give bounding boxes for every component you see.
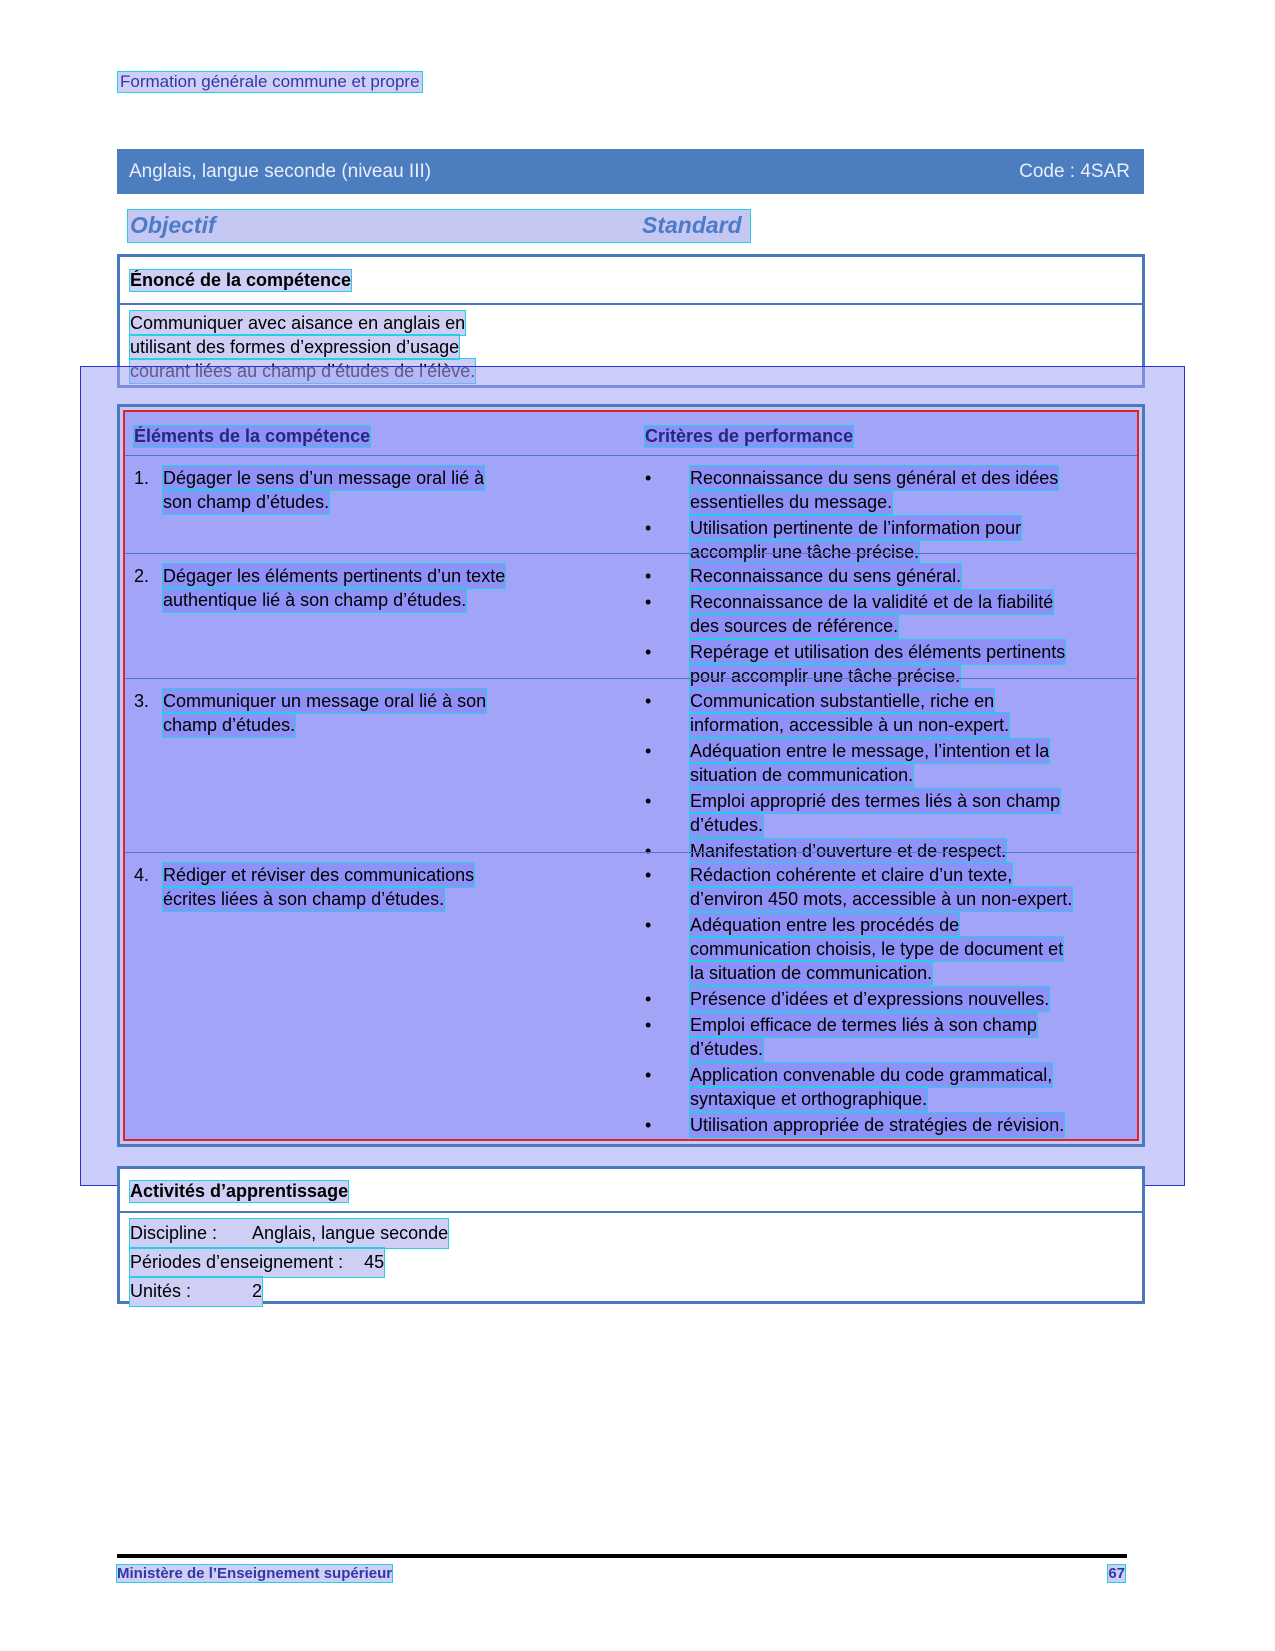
periodes-line <box>130 1248 384 1277</box>
criterion-text: Repérage et utilisation des éléments pertinents <box>690 642 1066 662</box>
element-number: 4. <box>134 865 150 885</box>
list-item <box>645 689 1125 737</box>
discipline-label: Discipline : <box>130 1223 218 1243</box>
elements-heading: Éléments de la compétence <box>134 426 371 446</box>
discipline-line <box>130 1219 448 1248</box>
bullet-icon: • <box>645 741 652 761</box>
list-item <box>645 739 1125 787</box>
course-title: Anglais, langue seconde (niveau III) <box>129 161 432 182</box>
criteria-cell <box>645 689 1125 865</box>
criterion-text: d’environ 450 mots, accessible à un non-expert. <box>690 889 1073 909</box>
list-item <box>645 789 1125 837</box>
bullet-icon: • <box>645 865 652 885</box>
bullet-icon: • <box>645 1065 652 1085</box>
element-number: 2. <box>134 566 150 586</box>
criterion-text: des sources de référence. <box>690 616 899 636</box>
criterion-text: d’études. <box>690 815 764 835</box>
unites-label: Unités : <box>130 1281 192 1301</box>
discipline-value: Anglais, langue seconde <box>252 1223 449 1243</box>
list-item <box>645 1063 1125 1111</box>
element-text: son champ d’études. <box>163 492 330 512</box>
bullet-icon: • <box>645 642 652 662</box>
table-row <box>125 852 1137 1143</box>
criteria-cell <box>645 564 1125 690</box>
enonce-header <box>120 257 1142 305</box>
criterion-text: pour accomplir une tâche précise. <box>690 666 961 686</box>
criterion-text: Application convenable du code grammatical, <box>690 1065 1053 1085</box>
periodes-label: Périodes d’enseignement : <box>130 1252 344 1272</box>
objectif-heading: Objectif <box>130 212 216 238</box>
periodes-value: 45 <box>364 1252 385 1272</box>
element-text: champ d’études. <box>163 715 296 735</box>
element-number: 3. <box>134 691 150 711</box>
enonce-line: utilisant des formes d’expression d’usage <box>130 337 460 357</box>
element-cell <box>134 863 534 911</box>
criteria-cell <box>645 466 1125 566</box>
standard-heading: Standard <box>642 212 742 238</box>
bullet-icon: • <box>645 989 652 1009</box>
criterion-text: Utilisation pertinente de l’information pour <box>690 518 1022 538</box>
criterion-text: Emploi approprié des termes liés à son champ <box>690 791 1061 811</box>
element-text: Communiquer un message oral lié à son <box>163 691 487 711</box>
list-item <box>645 590 1125 638</box>
criteria-cell <box>645 863 1125 1139</box>
bullet-icon: • <box>645 915 652 935</box>
criteria-heading: Critères de performance <box>645 426 854 446</box>
list-item <box>645 913 1125 985</box>
list-item <box>645 1113 1125 1137</box>
bullet-icon: • <box>645 841 652 861</box>
criterion-text: Reconnaissance du sens général et des idées <box>690 468 1059 488</box>
element-text: Dégager les éléments pertinents d’un texte <box>163 566 506 586</box>
element-cell <box>134 466 534 514</box>
list-item <box>645 466 1125 514</box>
page-number: 67 <box>1108 1565 1125 1582</box>
criterion-text: Communication substantielle, riche en <box>690 691 995 711</box>
enonce-line: Communiquer avec aisance en anglais en <box>130 313 466 333</box>
course-title-bar <box>117 149 1144 194</box>
unites-value: 2 <box>252 1281 263 1301</box>
list-item <box>645 1013 1125 1061</box>
activites-header <box>120 1169 1142 1213</box>
table-row <box>125 455 1137 562</box>
element-text: authentique lié à son champ d’études. <box>163 590 467 610</box>
criterion-text: Manifestation d’ouverture et de respect. <box>690 841 1007 861</box>
bullet-icon: • <box>645 566 652 586</box>
enonce-heading: Énoncé de la compétence <box>130 270 352 290</box>
unites-line <box>130 1277 262 1306</box>
criterion-text: Présence d’idées et d’expressions nouvelles. <box>690 989 1050 1009</box>
criterion-text: communication choisis, le type de document et <box>690 939 1064 959</box>
competence-table <box>117 404 1145 1147</box>
bullet-icon: • <box>645 1115 652 1135</box>
footer-divider <box>117 1554 1127 1558</box>
bullet-icon: • <box>645 518 652 538</box>
criterion-text: la situation de communication. <box>690 963 933 983</box>
course-code: Code : 4SAR <box>1019 161 1130 182</box>
activites-box <box>117 1166 1145 1304</box>
bullet-icon: • <box>645 791 652 811</box>
criterion-text: Emploi efficace de termes liés à son champ <box>690 1015 1037 1035</box>
objective-standard-row <box>128 210 750 242</box>
footer-ministry: Ministère de l’Enseignement supérieur <box>117 1565 393 1582</box>
criterion-text: information, accessible à un non-expert. <box>690 715 1010 735</box>
criterion-text: d’études. <box>690 1039 764 1059</box>
bullet-icon: • <box>645 691 652 711</box>
criterion-text: Utilisation appropriée de stratégies de révision. <box>690 1115 1065 1135</box>
element-cell <box>134 689 534 737</box>
competence-table-inner <box>123 410 1139 1141</box>
criterion-text: Reconnaissance de la validité et de la fiabilité <box>690 592 1054 612</box>
activites-details <box>130 1219 448 1306</box>
criterion-text: accomplir une tâche précise. <box>690 542 920 562</box>
criterion-text: syntaxique et orthographique. <box>690 1089 928 1109</box>
list-item <box>645 863 1125 911</box>
element-text: Dégager le sens d’un message oral lié à <box>163 468 485 488</box>
bullet-icon: • <box>645 592 652 612</box>
table-row <box>125 553 1137 686</box>
criterion-text: Rédaction cohérente et claire d’un texte, <box>690 865 1013 885</box>
criterion-text: essentielles du message. <box>690 492 893 512</box>
table-row <box>125 678 1137 861</box>
bullet-icon: • <box>645 1015 652 1035</box>
list-item <box>645 987 1125 1011</box>
element-cell <box>134 564 534 612</box>
element-number: 1. <box>134 468 150 488</box>
page-header: Formation générale commune et propre <box>120 72 420 91</box>
activites-heading: Activités d’apprentissage <box>130 1181 349 1201</box>
element-text: écrites liées à son champ d’études. <box>163 889 445 909</box>
list-item <box>645 564 1125 588</box>
bullet-icon: • <box>645 468 652 488</box>
criterion-text: Adéquation entre les procédés de <box>690 915 960 935</box>
element-text: Rédiger et réviser des communications <box>163 865 475 885</box>
criterion-text: situation de communication. <box>690 765 914 785</box>
criterion-text: Reconnaissance du sens général. <box>690 566 962 586</box>
criterion-text: Adéquation entre le message, l’intention et la <box>690 741 1050 761</box>
